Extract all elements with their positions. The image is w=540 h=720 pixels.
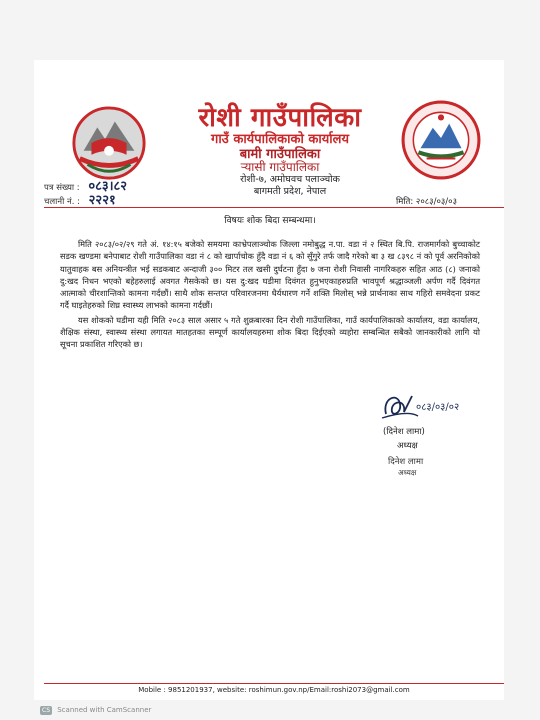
body-paragraph-1: मिति २०८३/०२/२९ गते अं. १४:१५ बजेको समयमा काभ्रेपलाञ्चोक जिल्ला नमोबुद्ध न.पा. वडा नं २ स्थित बि.पि. राजमार्गको बुच्चाकोट सडक खण्डमा बनेपाबाट रोशी गाउँपालिका वडा नं ८ को खार्पाचोक हुँदै वडा नं ६ को सुँगुरे तर्फ जादै गरेको बा ३ ख ८३९८ नं को पूर्व अरनिकोको यातुवाहक बस अनियन्त्रीत भई सडकबाट अन्दाजी ३०० मिटर तल खसी दुर्घटना हुँदा ७ जना रोशी निवासी नागरिकहरु सहित आठ (८) जनाको दु:खद निधन भएको बहेहरुलाई अवगत गैसकेको छ। यस दु:खद घडीमा दिवंगत हुनुभएकाहरुप्रति भावपूर्ण श्रद्धाञ्जली अर्पण गर्दै दिवंगत आत्माको चीरशान्तिको कामना गर्दछौं। साथै शोक सन्तप्त परिवारजनमा धैर्यधारण गर्ने शक्ति मिलोस् भन्ने प्रार्थनाका साथ गहिरो समवेदना प्रकट गर्दै घाइतेहरुको शिघ्र स्वास्थ्य लाभको कामना गर्दछौं। bbox=[60, 239, 480, 311]
signatory-name: (दिनेश लामा) bbox=[383, 427, 425, 437]
header-divider bbox=[44, 207, 504, 208]
stamp-name: दिनेश लामा bbox=[388, 457, 424, 467]
municipality-seal-icon bbox=[400, 99, 482, 181]
letterhead-line4: र्‍यासी गाउँपालिका bbox=[240, 160, 320, 174]
letter-date bbox=[396, 196, 457, 207]
signatory-role: अध्यक्ष bbox=[397, 441, 418, 451]
nepal-emblem-icon bbox=[70, 104, 148, 182]
camscanner-icon: CS bbox=[42, 707, 50, 714]
letterhead-line3: बामी गाउँपालिका bbox=[239, 147, 321, 162]
letter-number-label: पत्र संख्या : bbox=[44, 183, 80, 193]
dispatch-number-label: चलानी नं. : bbox=[44, 197, 80, 207]
address-line1: रोशी-७, अमोघवच पलाञ्चोक bbox=[240, 174, 340, 185]
scanner-label: Scanned with CamScanner bbox=[57, 706, 152, 714]
municipality-name: रोशी गाउँपालिका bbox=[198, 103, 362, 133]
letter-number-value: ०८३।८२ bbox=[88, 179, 128, 194]
date-value: २०८३/०३/०३ bbox=[415, 197, 457, 207]
office-name: गाउँ कार्यपालिकाको कार्यालय bbox=[211, 132, 349, 147]
footer-divider bbox=[44, 683, 504, 684]
scanner-watermark bbox=[40, 706, 151, 715]
dispatch-number-value: २२२१ bbox=[88, 193, 116, 208]
signature-date: ०८३/०३/०२ bbox=[416, 402, 460, 413]
body-paragraph-2: यस शोकको घडीमा यही मिति २०८३ साल असार ५ गते शुक्रबारका दिन रोशी गाउँपालिका, गाउँ कार्यपालिकाको कार्यालय, वडा कार्यालय, शैक्षिक संस्था, स्वास्थ्य संस्था लगायत मातहतका सम्पूर्ण कार्यालयहरुमा शोक बिदा दिईएको व्यहोरा सम्बन्धित सबैको जानकारीको लागि यो सूचना प्रकाशित गरिएको छ। bbox=[60, 314, 480, 350]
signature-icon bbox=[378, 388, 468, 422]
dispatch-number bbox=[44, 190, 116, 208]
letter-body bbox=[60, 238, 480, 353]
address-line2: बागमती प्रदेश, नेपाल bbox=[253, 186, 327, 197]
subject-line: विषयः शोक बिदा सम्बन्धमा। bbox=[224, 216, 316, 226]
stamp-role: अध्यक्ष bbox=[398, 468, 417, 477]
date-label: मिति: bbox=[396, 197, 414, 207]
footer-contact: Mobile : 9851201937, website: roshimun.gov.np/Email:roshi2073@gmail.com bbox=[138, 686, 410, 694]
